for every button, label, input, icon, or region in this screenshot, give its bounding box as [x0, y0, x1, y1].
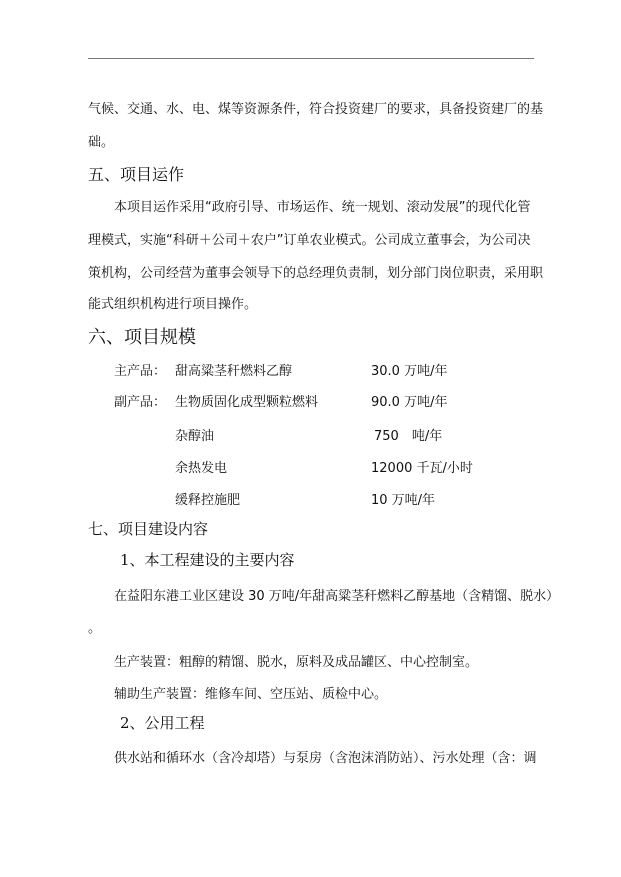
section-heading-6: 六、项目规模: [88, 327, 196, 348]
product-name: 缓释控施肥: [175, 493, 241, 508]
paragraph-line: 在益阳东港工业区建设 30 万吨/年甜高粱茎秆燃料乙醇基地（含精馏、脱水）: [114, 589, 560, 604]
paragraph-line: 气候、交通、水、电、煤等资源条件，符合投资建厂的要求，具备投资建厂的基: [88, 102, 544, 117]
paragraph-line: 生产装置：粗醇的精馏、脱水，原料及成品罐区、中心控制室。: [114, 655, 479, 670]
paragraph-line: 供水站和循环水（含冷却塔）与泵房（含泡沫消防站）、污水处理（含：调: [114, 751, 537, 766]
product-label: 主产品：: [114, 364, 167, 379]
section-heading-7: 七、项目建设内容: [88, 520, 209, 538]
subsection-heading: 2、公用工程: [120, 714, 205, 732]
section-heading-5: 五、项目运作: [88, 165, 185, 184]
product-capacity: 10 万吨/年: [371, 493, 436, 508]
product-name: 甜高粱茎秆燃料乙醇: [175, 364, 293, 379]
paragraph-line: 本项目运作采用“政府引导、市场运作、统一规划、滚动发展”的现代化管: [114, 200, 531, 215]
paragraph-line: 。: [88, 621, 102, 636]
paragraph-line: 策机构，公司经营为董事会领导下的总经理负责制，划分部门岗位职责，采用职: [88, 266, 544, 281]
product-capacity: 12000 千瓦/小时: [371, 461, 473, 476]
product-label: 副产品：: [114, 395, 167, 410]
product-name: 杂醇油: [175, 429, 215, 444]
paragraph-line: 能式组织机构进行项目操作。: [88, 297, 258, 312]
product-name: 生物质固化成型颗粒燃料: [175, 395, 319, 410]
paragraph-line: 础。: [88, 135, 115, 150]
header-rule: [88, 58, 534, 59]
product-capacity: 750 吨/年: [374, 429, 443, 444]
paragraph-line: 辅助生产装置：维修车间、空压站、质检中心。: [114, 687, 388, 702]
product-capacity: 30.0 万吨/年: [371, 364, 448, 379]
product-name: 余热发电: [175, 461, 228, 476]
paragraph-line: 理模式，实施“科研＋公司＋农户”订单农业模式。公司成立董事会，为公司决: [88, 233, 531, 248]
subsection-heading: 1、本工程建设的主要内容: [120, 551, 295, 569]
product-capacity: 90.0 万吨/年: [371, 395, 448, 410]
